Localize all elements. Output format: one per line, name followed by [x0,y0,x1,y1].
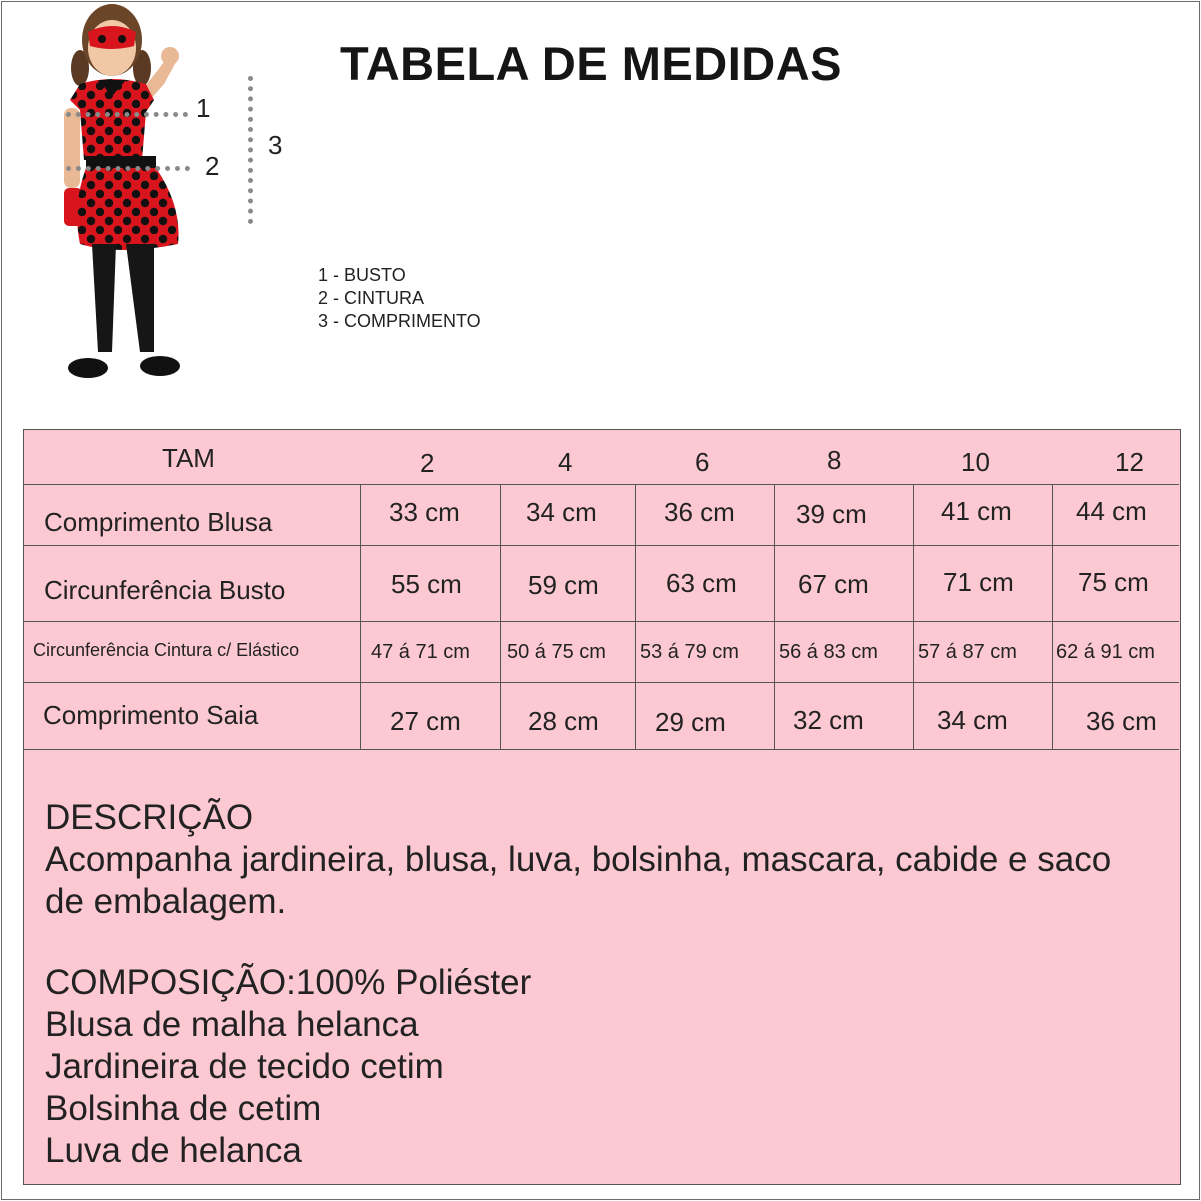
table-header-label: TAM [162,443,215,473]
table-cell: 39 cm [796,499,867,529]
table-rule [23,682,1179,683]
child-costume-illustration [50,0,200,385]
size-header: 10 [961,447,990,477]
size-header: 8 [827,445,842,475]
composition-heading: COMPOSIÇÃO:100% Poliéster [45,963,532,1002]
table-cell: 47 á 71 cm [371,641,470,663]
table-col-rule [635,484,636,749]
table-col-rule [1052,484,1053,749]
description-heading: DESCRIÇÃO [45,798,254,837]
table-cell: 57 á 87 cm [918,641,1017,663]
row-label: Circunferência Busto [44,575,286,605]
table-cell: 34 cm [526,497,597,527]
table-cell: 50 á 75 cm [507,641,606,663]
table-cell: 75 cm [1078,567,1149,597]
table-cell: 63 cm [666,568,737,598]
page-title: TABELA DE MEDIDAS [340,37,842,90]
table-cell: 34 cm [937,705,1008,735]
table-cell: 44 cm [1076,496,1147,526]
row-label: Comprimento Saia [43,700,259,730]
row-label: Circunferência Cintura c/ Elástico [33,640,300,660]
composition-line: Jardineira de tecido cetim [45,1047,444,1086]
table-rule [23,545,1179,546]
waist-marker-line [66,166,190,171]
description-line: Acompanha jardineira, blusa, luva, bolsinha, mascara, cabide e saco [45,840,1112,879]
size-header: 12 [1115,447,1144,477]
table-col-rule [913,484,914,749]
table-rule [23,621,1179,622]
legend-item: 2 - CINTURA [318,288,425,308]
table-cell: 27 cm [390,706,461,736]
table-cell: 36 cm [1086,706,1157,736]
table-cell: 33 cm [389,497,460,527]
table-cell: 71 cm [943,567,1014,597]
table-cell: 32 cm [793,705,864,735]
legend-item: 3 - COMPRIMENTO [318,311,481,331]
table-cell: 53 á 79 cm [640,641,739,663]
table-col-rule [774,484,775,749]
table-col-rule [500,484,501,749]
description-block [45,797,1111,923]
table-cell: 41 cm [941,496,1012,526]
description-line: de embalagem. [45,882,287,921]
length-marker-line [248,76,253,224]
table-cell: 28 cm [528,706,599,736]
table-cell: 59 cm [528,570,599,600]
table-cell: 56 á 83 cm [779,641,878,663]
bust-marker-line [66,112,188,117]
table-cell: 67 cm [798,569,869,599]
waist-marker-number: 2 [205,151,220,181]
table-col-rule [360,484,361,749]
size-header: 4 [558,447,573,477]
bust-marker-number: 1 [196,93,211,123]
table-rule [23,749,1179,750]
row-label: Comprimento Blusa [44,507,273,537]
table-cell: 55 cm [391,569,462,599]
table-rule [23,484,1179,485]
table-cell: 36 cm [664,497,735,527]
composition-line: Blusa de malha helanca [45,1005,419,1044]
composition-line: Luva de helanca [45,1131,302,1170]
measurement-legend [318,264,481,333]
legend-item: 1 - BUSTO [318,265,406,285]
composition-line: Bolsinha de cetim [45,1089,322,1128]
size-header: 6 [695,447,710,477]
length-marker-number: 3 [268,130,283,160]
table-cell: 29 cm [655,707,726,737]
size-header: 2 [420,448,435,478]
composition-block [45,962,531,1172]
table-cell: 62 á 91 cm [1056,641,1155,663]
